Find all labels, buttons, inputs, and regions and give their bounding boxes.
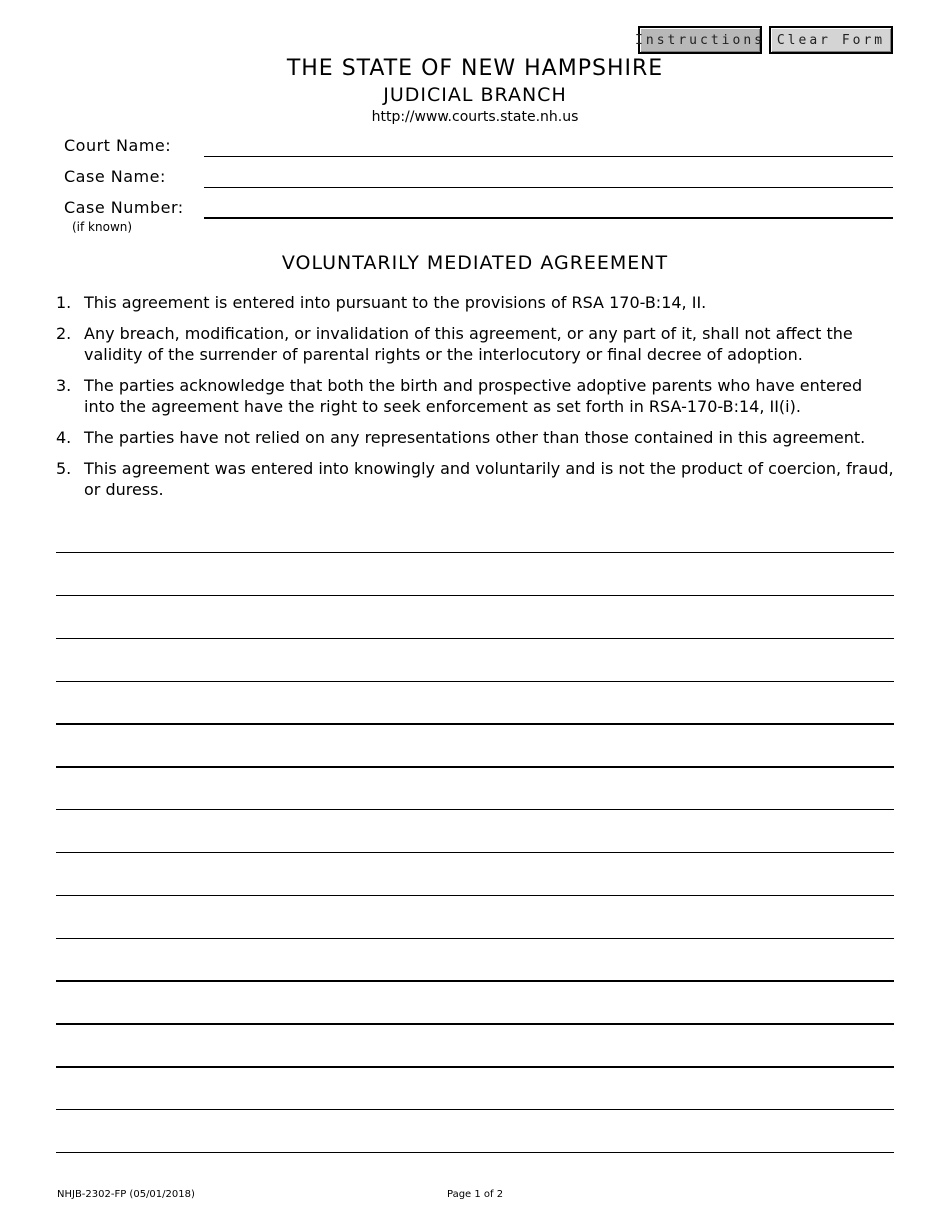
text-line <box>56 809 894 810</box>
list-item: 3. The parties acknowledge that both the birth and prospective adoptive parents who have entered into the agreement have the right to seek enforcement as set forth in RSA-170-B:14, II(i). <box>56 376 863 416</box>
case-name-label: Case Name: <box>64 167 166 186</box>
text-line <box>56 1023 894 1025</box>
text-line <box>56 1109 894 1110</box>
text-line <box>56 852 894 853</box>
text-line <box>56 766 894 768</box>
form-title: VOLUNTARILY MEDIATED AGREEMENT <box>281 252 669 274</box>
list-item: 1. This agreement is entered into pursuant to the provisions of RSA 170-B:14, II. <box>56 293 707 312</box>
page-number: Page 1 of 2 <box>447 1189 504 1200</box>
court-url: http://www.courts.state.nh.us <box>371 109 579 125</box>
case-number-field[interactable] <box>204 197 893 219</box>
list-item: 2. Any breach, modification, or invalidation of this agreement, or any part of it, shall not affect the validity of the surrender of parental rights or the interlocutory or final decree of adoption. <box>56 324 853 364</box>
if-known-note: (if known) <box>72 220 133 234</box>
clear-form-button[interactable]: Clear Form <box>769 26 893 54</box>
agreement-terms <box>56 292 896 510</box>
court-name-field[interactable] <box>204 136 893 157</box>
list-item: 4. The parties have not relied on any representations other than those contained in this agreement. <box>56 428 866 447</box>
case-name-field[interactable] <box>204 167 893 188</box>
text-line <box>56 681 894 682</box>
text-line <box>56 980 894 982</box>
text-line <box>56 552 894 553</box>
branch-heading: JUDICIAL BRANCH <box>383 84 567 106</box>
list-item: 5. This agreement was entered into knowingly and voluntarily and is not the product of coercion, fraud, or duress. <box>56 459 894 499</box>
text-line <box>56 895 894 896</box>
text-line <box>56 1066 894 1068</box>
instructions-button[interactable]: Instructions <box>638 26 762 54</box>
state-heading: THE STATE OF NEW HAMPSHIRE <box>286 56 664 81</box>
text-line <box>56 595 894 596</box>
text-line <box>56 638 894 639</box>
text-line <box>56 1152 894 1153</box>
form-id: NHJB-2302-FP (05/01/2018) <box>57 1189 195 1200</box>
text-line <box>56 723 894 725</box>
case-number-label: Case Number: <box>64 198 184 217</box>
text-line <box>56 938 894 939</box>
court-name-label: Court Name: <box>64 136 172 155</box>
